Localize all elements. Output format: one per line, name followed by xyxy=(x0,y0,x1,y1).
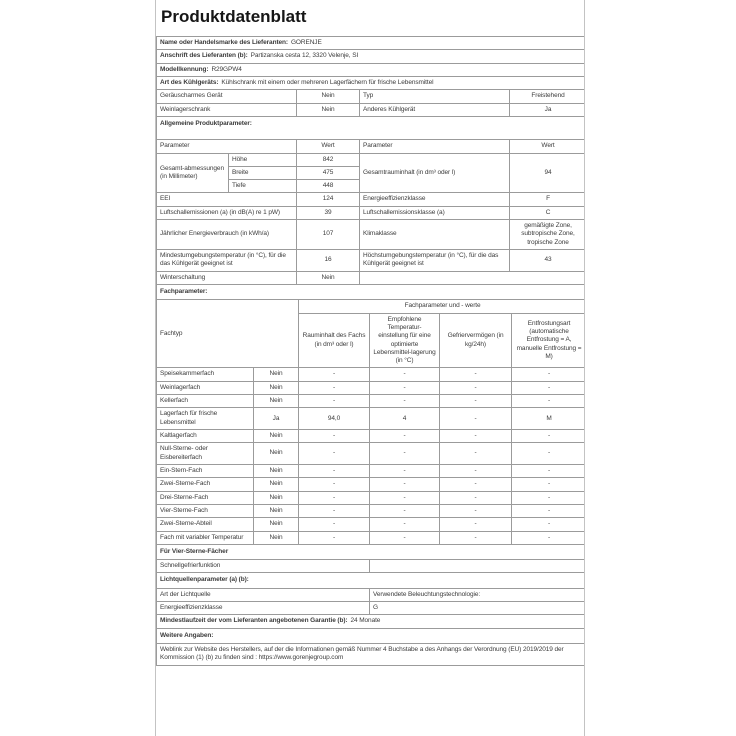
noise-row xyxy=(157,206,586,219)
column-header: Parameter xyxy=(157,140,297,153)
manufacturer-website-link[interactable]: https://www.gorenjegroup.com xyxy=(258,654,344,662)
weblink-row xyxy=(157,644,586,666)
compartment-present: Nein xyxy=(254,443,299,465)
product-fiche-page xyxy=(155,0,585,736)
appliance-type-row xyxy=(157,76,586,89)
dimension-key: Breite xyxy=(229,166,297,179)
wine-storage-row xyxy=(157,103,586,116)
page-title: Produktdatenblatt xyxy=(161,7,307,26)
compartment-freezing: - xyxy=(440,478,512,491)
compartment-defrost: - xyxy=(512,518,585,531)
compartment-defrost: - xyxy=(512,368,585,381)
address-label: Anschrift des Lieferanten (b): xyxy=(160,52,248,60)
param-label: Anderes Kühlgerät xyxy=(360,103,510,116)
param-value: 43 xyxy=(510,250,586,272)
param-value xyxy=(370,560,586,573)
column-header: Wert xyxy=(297,140,360,153)
fachtyp-header: Fachtyp xyxy=(157,300,299,368)
param-value: C xyxy=(510,206,586,219)
param-label: Typ xyxy=(360,90,510,103)
compartment-name: Lagerfach für frische Lebensmittel xyxy=(157,408,254,430)
compartment-table xyxy=(156,299,585,545)
section-compartment-parameters xyxy=(157,284,586,299)
compartment-freezing: - xyxy=(440,464,512,477)
param-label: Energieeffizienzklasse xyxy=(157,602,370,615)
compartment-defrost: - xyxy=(512,464,585,477)
compartment-defrost: M xyxy=(512,408,585,430)
supplier-value: GORENJE xyxy=(290,39,322,46)
address-cell xyxy=(157,50,586,63)
compartment-row-fresh-food xyxy=(157,408,586,430)
empty-cell xyxy=(360,271,586,284)
compartment-defrost: - xyxy=(512,504,585,517)
compartment-temperature: - xyxy=(370,430,440,443)
warranty-label: Mindestlaufzeit der vom Lieferanten angebotenen Garantie (b): xyxy=(160,617,348,625)
compartment-present: Nein xyxy=(254,464,299,477)
compartment-freezing: - xyxy=(440,443,512,465)
compartment-row-two-star xyxy=(157,478,586,491)
compartment-present: Nein xyxy=(254,368,299,381)
compartment-group-header-row xyxy=(157,300,586,313)
compartment-defrost: - xyxy=(512,395,585,408)
light-source-type-row xyxy=(157,588,586,601)
total-volume-value: 94 xyxy=(510,153,586,193)
winter-setting-row xyxy=(157,271,586,284)
compartment-name: Weinlagerfach xyxy=(157,381,254,394)
dimension-key: Tiefe xyxy=(229,180,297,193)
supplier-cell xyxy=(157,37,586,50)
compartment-freezing: - xyxy=(440,381,512,394)
param-value: 107 xyxy=(297,220,360,250)
appliance-type-label: Art des Kühlgeräts: xyxy=(160,78,219,86)
supplier-row xyxy=(157,37,586,50)
column-header-defrost-type: Entfrostungsart (automatische Entfrostung = A, manuelle Entfrostung = M) xyxy=(512,313,585,368)
section-title: Für Vier-Sterne-Fächer xyxy=(157,544,586,559)
section-title: Fachparameter: xyxy=(157,284,586,299)
model-cell xyxy=(157,63,586,76)
compartment-volume: - xyxy=(299,464,370,477)
compartment-volume: - xyxy=(299,504,370,517)
compartment-temperature: - xyxy=(370,531,440,544)
param-value: Nein xyxy=(297,271,360,284)
light-source-class-row xyxy=(157,602,586,615)
section-four-star xyxy=(157,544,586,559)
compartment-volume: - xyxy=(299,381,370,394)
section-title: Lichtquellenparameter (a) (b): xyxy=(157,573,586,588)
compartment-name: Ein-Stern-Fach xyxy=(157,464,254,477)
compartment-temperature: - xyxy=(370,518,440,531)
appliance-type-cell xyxy=(157,76,586,89)
dimension-value: 448 xyxy=(297,180,360,193)
compartment-volume: - xyxy=(299,443,370,465)
group-header: Fachparameter und - werte xyxy=(299,300,585,313)
compartment-name: Vier-Sterne-Fach xyxy=(157,504,254,517)
param-value: G xyxy=(370,602,586,615)
compartment-row-zero-star xyxy=(157,443,586,465)
param-label: Schnellgefrierfunktion xyxy=(157,560,370,573)
param-label: Mindestumgebungstemperatur (in °C), für die das Kühlgerät geeignet ist xyxy=(157,250,297,272)
compartment-present: Nein xyxy=(254,381,299,394)
address-value: Partizanska cesta 12, 3320 Velenje, SI xyxy=(250,52,359,60)
compartment-defrost: - xyxy=(512,531,585,544)
compartment-name: Zwei-Sterne-Abteil xyxy=(157,518,254,531)
energy-consumption-row xyxy=(157,220,586,250)
param-value: Nein xyxy=(297,103,360,116)
compartment-temperature: 4 xyxy=(370,408,440,430)
compartment-name: Kellerfach xyxy=(157,395,254,408)
compartment-freezing: - xyxy=(440,395,512,408)
section-light-source xyxy=(157,573,586,588)
compartment-freezing: - xyxy=(440,504,512,517)
dimensions-label: Gesamt-abmessungen (in Millimeter) xyxy=(157,153,229,193)
dimensions-row-height xyxy=(157,153,586,166)
column-header: Wert xyxy=(510,140,586,153)
compartment-freezing: - xyxy=(440,368,512,381)
model-row xyxy=(157,63,586,76)
parameter-header-row xyxy=(157,140,586,153)
section-general-parameters xyxy=(157,116,586,139)
param-value: Verwendete Beleuchtungstechnologie: xyxy=(370,588,586,601)
param-label: Luftschallemissionsklasse (a) xyxy=(360,206,510,219)
compartment-name: Fach mit variabler Temperatur xyxy=(157,531,254,544)
param-label: Art der Lichtquelle xyxy=(157,588,370,601)
compartment-row-chill xyxy=(157,430,586,443)
compartment-freezing: - xyxy=(440,531,512,544)
compartment-volume: - xyxy=(299,430,370,443)
dimension-key: Höhe xyxy=(229,153,297,166)
compartment-volume: 94,0 xyxy=(299,408,370,430)
param-label: Energieeffizienzklasse xyxy=(360,193,510,206)
compartment-present: Nein xyxy=(254,478,299,491)
supplier-label: Name oder Handelsmarke des Lieferanten: xyxy=(160,39,288,46)
address-row xyxy=(157,50,586,63)
param-label: Weinlagerschrank xyxy=(157,103,297,116)
compartment-row-three-star xyxy=(157,491,586,504)
column-header-temperature: Empfohlene Temperatur-einstellung für eine optimierte Lebensmittel-lagerung (in °C) xyxy=(370,313,440,368)
param-label: EEI xyxy=(157,193,297,206)
param-value: Ja xyxy=(510,103,586,116)
param-value: 124 xyxy=(297,193,360,206)
compartment-row-variable-temperature xyxy=(157,531,586,544)
compartment-temperature: - xyxy=(370,464,440,477)
general-parameters-table xyxy=(156,36,585,300)
warranty-cell xyxy=(157,615,586,628)
compartment-temperature: - xyxy=(370,491,440,504)
column-header-freezing-capacity: Gefriervermögen (in kg/24h) xyxy=(440,313,512,368)
compartment-defrost: - xyxy=(512,478,585,491)
param-label: Geräuscharmes Gerät xyxy=(157,90,297,103)
column-header: Parameter xyxy=(360,140,510,153)
column-header-volume: Rauminhalt des Fachs (in dm³ oder l) xyxy=(299,313,370,368)
dimension-value: 475 xyxy=(297,166,360,179)
param-label: Jährlicher Energieverbrauch (in kWh/a) xyxy=(157,220,297,250)
compartment-present: Nein xyxy=(254,395,299,408)
ambient-temperature-row xyxy=(157,250,586,272)
compartment-volume: - xyxy=(299,491,370,504)
compartment-present: Nein xyxy=(254,430,299,443)
compartment-defrost: - xyxy=(512,381,585,394)
compartment-row-two-star-section xyxy=(157,518,586,531)
dimension-value: 842 xyxy=(297,153,360,166)
compartment-defrost: - xyxy=(512,443,585,465)
footer-sections-table xyxy=(156,544,585,666)
model-value: R29GPW4 xyxy=(211,65,242,73)
compartment-defrost: - xyxy=(512,491,585,504)
param-value: Nein xyxy=(297,90,360,103)
param-value: 39 xyxy=(297,206,360,219)
param-value: gemäßigte Zone, subtropische Zone, tropische Zone xyxy=(510,220,586,250)
compartment-row-one-star xyxy=(157,464,586,477)
section-title: Allgemeine Produktparameter: xyxy=(157,116,586,139)
compartment-volume: - xyxy=(299,518,370,531)
compartment-temperature: - xyxy=(370,443,440,465)
compartment-volume: - xyxy=(299,478,370,491)
compartment-volume: - xyxy=(299,368,370,381)
compartment-volume: - xyxy=(299,531,370,544)
compartment-present: Nein xyxy=(254,504,299,517)
compartment-row-cellar xyxy=(157,395,586,408)
param-label: Höchstumgebungstemperatur (in °C), für die das Kühlgerät geeignet ist xyxy=(360,250,510,272)
compartment-name: Kaltlagerfach xyxy=(157,430,254,443)
param-value: F xyxy=(510,193,586,206)
compartment-volume: - xyxy=(299,395,370,408)
eei-row xyxy=(157,193,586,206)
compartment-temperature: - xyxy=(370,504,440,517)
compartment-freezing: - xyxy=(440,408,512,430)
compartment-present: Nein xyxy=(254,518,299,531)
appliance-type-value: Kühlschrank mit einem oder mehreren Lagerfächern für frische Lebensmittel xyxy=(221,78,434,86)
param-value: Freistehend xyxy=(510,90,586,103)
compartment-freezing: - xyxy=(440,518,512,531)
compartment-freezing: - xyxy=(440,430,512,443)
compartment-temperature: - xyxy=(370,395,440,408)
warranty-row xyxy=(157,615,586,628)
compartment-present: Nein xyxy=(254,491,299,504)
compartment-present: Nein xyxy=(254,531,299,544)
section-title: Weitere Angaben: xyxy=(157,628,586,643)
compartment-freezing: - xyxy=(440,491,512,504)
weblink-text: Weblink zur Website des Herstellers, auf der die Informationen gemäß Nummer 4 Buchstabe a des Anhangs der Verordnung (EU) 2019/2019 der Kommission (1) (b) zu finden sind : xyxy=(160,646,564,662)
compartment-name: Zwei-Sterne-Fach xyxy=(157,478,254,491)
total-volume-label: Gesamtrauminhalt (in dm³ oder l) xyxy=(360,153,510,193)
compartment-name: Drei-Sterne-Fach xyxy=(157,491,254,504)
compartment-present: Ja xyxy=(254,408,299,430)
param-label: Klimaklasse xyxy=(360,220,510,250)
param-label: Winterschaltung xyxy=(157,271,297,284)
compartment-temperature: - xyxy=(370,368,440,381)
compartment-row-four-star xyxy=(157,504,586,517)
low-noise-row xyxy=(157,90,586,103)
fast-freeze-row xyxy=(157,560,586,573)
compartment-name: Speisekammerfach xyxy=(157,368,254,381)
weblink-cell xyxy=(157,644,586,666)
compartment-row-wine xyxy=(157,381,586,394)
param-label: Luftschallemissionen (a) (in dB(A) re 1 pW) xyxy=(157,206,297,219)
compartment-row-pantry xyxy=(157,368,586,381)
warranty-value: 24 Monate xyxy=(350,617,381,625)
section-more-information xyxy=(157,628,586,643)
compartment-defrost: - xyxy=(512,430,585,443)
param-value: 16 xyxy=(297,250,360,272)
compartment-name: Null-Sterne- oder Eisbereiterfach xyxy=(157,443,254,465)
model-label: Modellkennung: xyxy=(160,65,209,73)
compartment-temperature: - xyxy=(370,478,440,491)
compartment-temperature: - xyxy=(370,381,440,394)
